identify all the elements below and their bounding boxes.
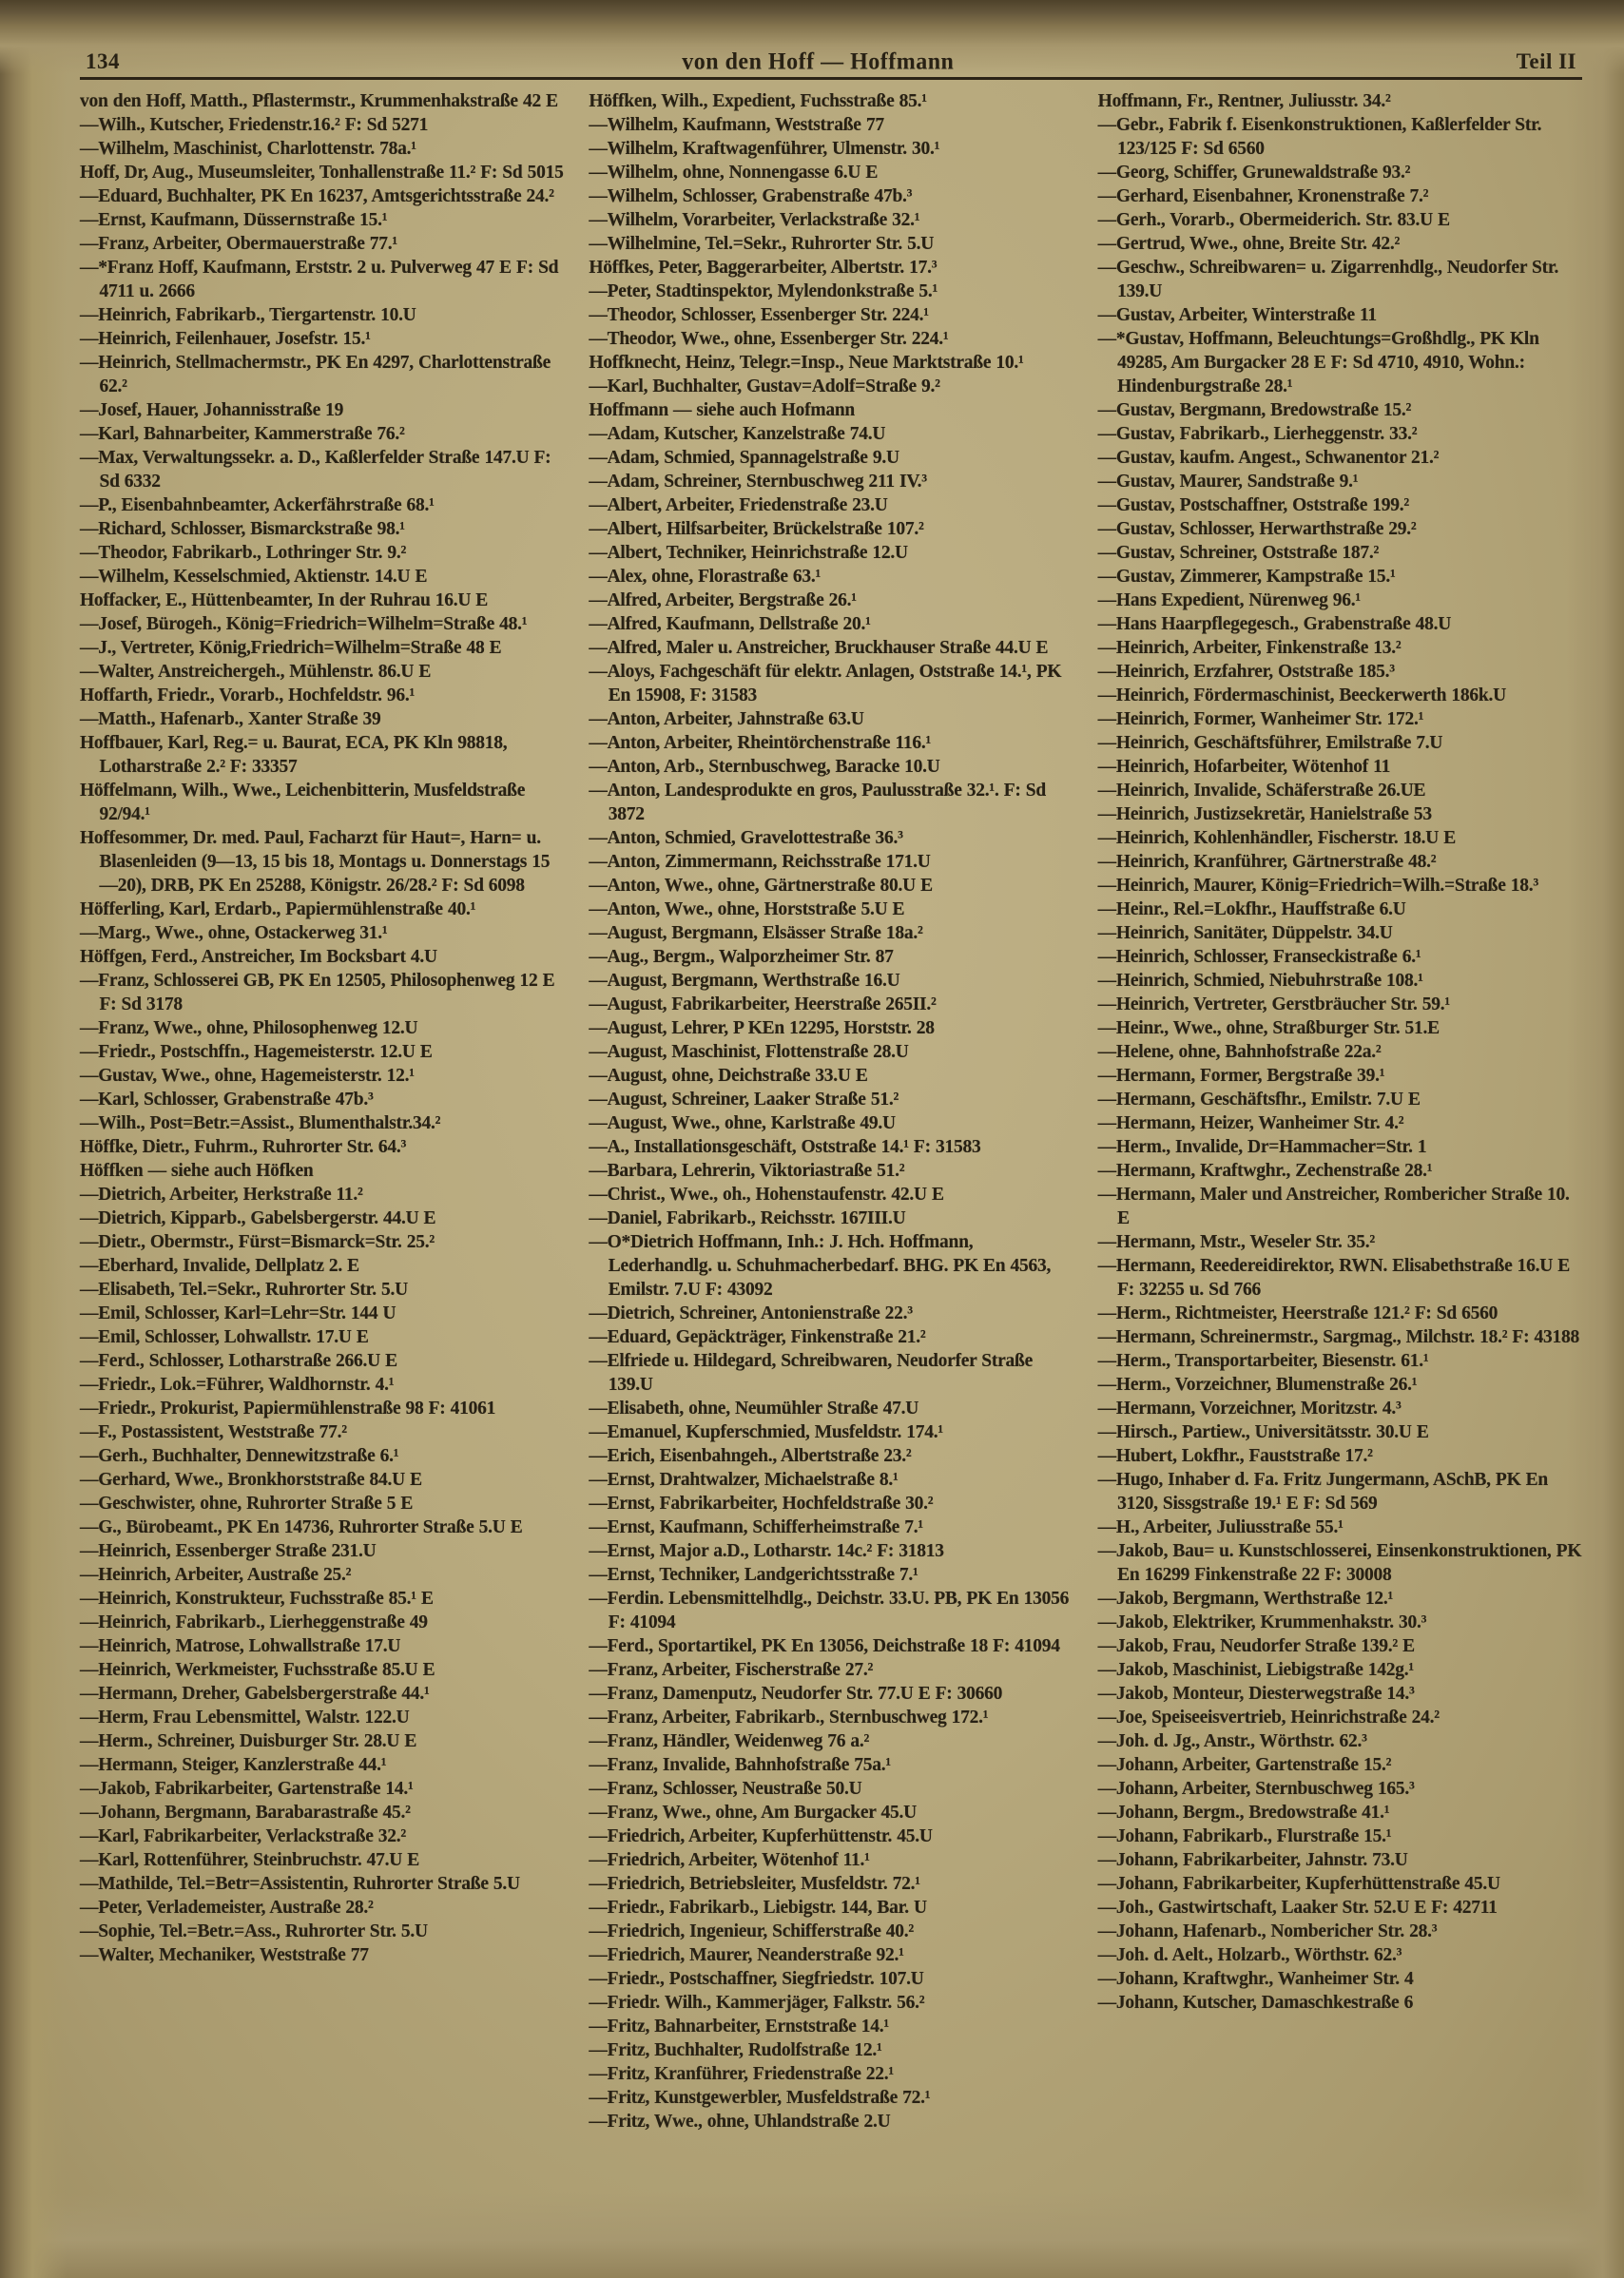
directory-entry: —Franz, Arbeiter, Fabrikarb., Sternbuschweg 172.¹	[589, 1708, 989, 1728]
directory-entry: —F., Postassistent, Weststraße 77.²	[80, 1422, 347, 1442]
directory-entry: —Anton, Zimmermann, Reichsstraße 171.U	[589, 852, 931, 872]
directory-entry: —Gustav, Maurer, Sandstraße 9.¹	[1097, 472, 1359, 492]
directory-entry: —Heinrich, Arbeiter, Austraße 25.²	[80, 1565, 352, 1585]
directory-columns	[80, 89, 1582, 2133]
directory-entry: —Hans Expedient, Nürenweg 96.¹	[1097, 590, 1361, 610]
directory-entry: —Johann, Fabrikarbeiter, Jahnstr. 73.U	[1097, 1850, 1408, 1870]
directory-entry: —Alfred, Arbeiter, Bergstraße 26.¹	[589, 590, 857, 610]
directory-entry: —Hermann, Maler und Anstreicher, Rombericher Straße 10. E	[1097, 1185, 1570, 1228]
directory-entry: Hoffacker, E., Hüttenbeamter, In der Ruhrau 16.U E	[80, 590, 489, 610]
directory-entry: —August, Lehrer, P KEn 12295, Horststr. 28	[589, 1018, 935, 1038]
directory-entry: —Friedrich, Maurer, Neanderstraße 92.¹	[589, 1945, 904, 1965]
directory-entry: —Friedr., Postschffn., Hagemeisterstr. 12.U E	[80, 1042, 433, 1062]
directory-entry: —Fritz, Bahnarbeiter, Ernststraße 14.¹	[589, 2017, 889, 2037]
directory-entry: —A., Installationsgeschäft, Oststraße 14.¹ F: 31583	[589, 1137, 981, 1157]
directory-entry: —Hermann, Heizer, Wanheimer Str. 4.²	[1097, 1113, 1404, 1133]
directory-entry: —Wilhelm, ohne, Nonnengasse 6.U E	[589, 163, 879, 183]
directory-entry: —Christ., Wwe., oh., Hohenstaufenstr. 42.U E	[589, 1185, 944, 1205]
directory-entry: —Heinrich, Geschäftsführer, Emilstraße 7.U	[1097, 733, 1443, 753]
directory-entry: Höffkes, Peter, Baggerarbeiter, Albertstr. 17.³	[589, 258, 938, 278]
directory-entry: Höffke, Dietr., Fuhrm., Ruhrorter Str. 64.³	[80, 1137, 407, 1157]
directory-entry: —Fritz, Buchhalter, Rudolfstraße 12.¹	[589, 2040, 882, 2060]
directory-entry: —Walter, Anstreichergeh., Mühlenstr. 86.U E	[80, 662, 432, 682]
directory-entry: —Friedrich, Arbeiter, Kupferhüttenstr. 45.U	[589, 1826, 933, 1846]
directory-entry: —Hermann, Former, Bergstraße 39.¹	[1097, 1066, 1385, 1086]
directory-entry: —Jakob, Bergmann, Werthstraße 12.¹	[1097, 1589, 1394, 1609]
directory-entry: —Dietrich, Schreiner, Antonienstraße 22.³	[589, 1303, 913, 1323]
directory-entry: —Emil, Schlosser, Lohwallstr. 17.U E	[80, 1327, 369, 1347]
directory-entry: —Heinrich, Sanitäter, Düppelstr. 34.U	[1097, 923, 1393, 943]
directory-entry: —Heinr., Rel.=Lokfhr., Hauffstraße 6.U	[1097, 899, 1406, 919]
directory-entry: —Franz, Arbeiter, Obermauerstraße 77.¹	[80, 234, 397, 254]
page-content	[80, 49, 1582, 2249]
column-3	[1098, 89, 1582, 2133]
directory-entry: —Franz, Schlosser, Neustraße 50.U	[589, 1779, 862, 1799]
directory-entry: —Eberhard, Invalide, Dellplatz 2. E	[80, 1256, 359, 1276]
directory-entry: —Eduard, Buchhalter, PK En 16237, Amtsgerichtsstraße 24.²	[80, 186, 554, 206]
directory-entry: —Wilhelm, Schlosser, Grabenstraße 47b.³	[589, 186, 913, 206]
directory-entry: —Franz, Händler, Weidenweg 76 a.²	[589, 1731, 870, 1751]
directory-entry: —Elisabeth, ohne, Neumühler Straße 47.U	[589, 1399, 919, 1419]
directory-entry: —Gerhard, Wwe., Bronkhorststraße 84.U E	[80, 1470, 422, 1490]
directory-entry: —Franz, Invalide, Bahnhofstraße 75a.¹	[589, 1755, 892, 1775]
directory-entry: —Anton, Arbeiter, Jahnstraße 63.U	[589, 709, 864, 729]
directory-entry: —Heinrich, Schmied, Niebuhrstraße 108.¹	[1097, 971, 1423, 991]
directory-entry: —Georg, Schiffer, Grunewaldstraße 93.²	[1097, 163, 1411, 183]
directory-entry: Hoffmann, Fr., Rentner, Juliusstr. 34.²	[1097, 91, 1391, 111]
directory-entry: —Fritz, Wwe., ohne, Uhlandstraße 2.U	[589, 2112, 891, 2132]
directory-entry: —Josef, Bürogeh., König=Friedrich=Wilhelm=Straße 48.¹	[80, 614, 528, 634]
directory-entry: —Richard, Schlosser, Bismarckstraße 98.¹	[80, 519, 405, 539]
directory-entry: —Hans Haarpflegegesch., Grabenstraße 48.U	[1097, 614, 1452, 634]
directory-entry: —Johann, Kutscher, Damaschkestraße 6	[1097, 1993, 1414, 2013]
directory-entry: —Dietrich, Kipparb., Gabelsbergerstr. 44.U E	[80, 1208, 436, 1228]
directory-entry: Höffken — siehe auch Höfken	[80, 1161, 314, 1181]
directory-entry: —Friedr., Fabrikarb., Liebigstr. 144, Bar. U	[589, 1898, 927, 1918]
directory-entry: —Heinrich, Erzfahrer, Oststraße 185.³	[1097, 662, 1395, 682]
directory-entry: —Ferd., Schlosser, Lotharstraße 266.U E	[80, 1351, 397, 1371]
directory-entry: —Ernst, Drahtwalzer, Michaelstraße 8.¹	[589, 1470, 899, 1490]
directory-entry: —Daniel, Fabrikarb., Reichsstr. 167III.U	[589, 1208, 906, 1228]
directory-entry: —Jakob, Elektriker, Krummenhakstr. 30.³	[1097, 1612, 1427, 1632]
directory-entry: —Alfred, Maler u. Anstreicher, Bruckhauser Straße 44.U E	[589, 638, 1049, 658]
directory-entry: —Fritz, Kranführer, Friedenstraße 22.¹	[589, 2064, 894, 2084]
directory-entry: —Anton, Landesprodukte en gros, Paulusstraße 32.¹. F: Sd 3872	[589, 781, 1046, 824]
directory-entry: —Theodor, Schlosser, Essenberger Str. 224.¹	[589, 305, 929, 325]
directory-entry: —Heinrich, Maurer, König=Friedrich=Wilh.=Straße 18.³	[1097, 876, 1539, 896]
directory-entry: —Heinrich, Schlosser, Franseckistraße 6.¹	[1097, 947, 1421, 967]
directory-entry: Höffken, Wilh., Expedient, Fuchsstraße 85.¹	[589, 91, 927, 111]
directory-entry: —Heinrich, Matrose, Lohwallstraße 17.U	[80, 1636, 401, 1656]
directory-entry: —August, Fabrikarbeiter, Heerstraße 265II.²	[589, 994, 937, 1014]
directory-entry: —Erich, Eisenbahngeh., Albertstraße 23.²	[589, 1446, 912, 1466]
directory-entry: —Elfriede u. Hildegard, Schreibwaren, Neudorfer Straße 139.U	[589, 1351, 1034, 1395]
directory-entry: —Johann, Arbeiter, Gartenstraße 15.²	[1097, 1755, 1392, 1775]
directory-entry: —Heinrich, Feilenhauer, Josefstr. 15.¹	[80, 329, 371, 349]
directory-entry: —Theodor, Wwe., ohne, Essenberger Str. 224.¹	[589, 329, 949, 349]
directory-entry: —Wilhelm, Maschinist, Charlottenstr. 78a.¹	[80, 139, 416, 159]
directory-entry: —Jakob, Frau, Neudorfer Straße 139.² E	[1097, 1636, 1415, 1656]
directory-entry: Hoff, Dr, Aug., Museumsleiter, Tonhallenstraße 11.² F: Sd 5015	[80, 163, 564, 183]
directory-entry: —Gustav, Postschaffner, Oststraße 199.²	[1097, 495, 1409, 515]
directory-entry: —Anton, Schmied, Gravelottestraße 36.³	[589, 828, 903, 848]
directory-entry: Hoffesommer, Dr. med. Paul, Facharzt für Haut=, Harn= u. Blasenleiden (9—13, 15 bis 18, Montags u. Donnerstags 15—20), DRB, PK En 25288, Königstr. 26/28.² F: Sd 6098	[80, 828, 551, 896]
directory-entry: —Friedr. Wilh., Kammerjäger, Falkstr. 56.²	[589, 1993, 925, 2013]
directory-entry: —Heinrich, Kohlenhändler, Fischerstr. 18.U E	[1097, 828, 1456, 848]
directory-entry: —Ferdin. Lebensmittelhdlg., Deichstr. 33.U. PB, PK En 13056 F: 41094	[589, 1589, 1070, 1632]
directory-entry: —Heinrich, Essenberger Straße 231.U	[80, 1541, 377, 1561]
directory-entry: —Anton, Arb., Sternbuschweg, Baracke 10.U	[589, 757, 940, 777]
directory-entry: —Franz, Schlosserei GB, PK En 12505, Philosophenweg 12 E F: Sd 3178	[80, 971, 555, 1014]
directory-entry: —Hugo, Inhaber d. Fa. Fritz Jungermann, ASchB, PK En 3120, Sissgstraße 19.¹ E F: Sd 569	[1097, 1470, 1548, 1514]
directory-entry: —Gustav, Wwe., ohne, Hagemeisterstr. 12.¹	[80, 1066, 415, 1086]
directory-entry: von den Hoff, Matth., Pflastermstr., Krummenhakstraße 42 E	[80, 91, 558, 111]
directory-entry: —Max, Verwaltungssekr. a. D., Kaßlerfelder Straße 147.U F: Sd 6332	[80, 448, 551, 492]
directory-entry: —Elisabeth, Tel.=Sekr., Ruhrorter Str. 5.U	[80, 1280, 408, 1300]
page-header	[80, 49, 1582, 80]
directory-entry: Höffgen, Ferd., Anstreicher, Im Bocksbart 4.U	[80, 947, 437, 967]
directory-entry: —Alex, ohne, Florastraße 63.¹	[589, 567, 822, 587]
directory-entry: —Franz, Damenputz, Neudorfer Str. 77.U E F: 30660	[589, 1684, 1003, 1704]
directory-entry: —Herm., Transportarbeiter, Biesenstr. 61.¹	[1097, 1351, 1429, 1371]
directory-entry: —Geschw., Schreibwaren= u. Zigarrenhdlg., Neudorfer Str. 139.U	[1097, 258, 1559, 301]
directory-entry: —Friedrich, Ingenieur, Schifferstraße 40.²	[589, 1921, 914, 1941]
directory-entry: —Barbara, Lehrerin, Viktoriastraße 51.²	[589, 1161, 905, 1181]
directory-entry: —Karl, Bahnarbeiter, Kammerstraße 76.²	[80, 424, 405, 444]
directory-entry: —Ernst, Kaufmann, Schifferheimstraße 7.¹	[589, 1517, 923, 1537]
directory-entry: —J., Vertreter, König,Friedrich=Wilhelm=Straße 48 E	[80, 638, 502, 658]
directory-entry: —Herm, Frau Lebensmittel, Walstr. 122.U	[80, 1708, 410, 1728]
directory-entry: —Gustav, kaufm. Angest., Schwanentor 21.²	[1097, 448, 1440, 468]
directory-entry: —Heinrich, Fabrikarb., Lierheggenstraße 49	[80, 1612, 428, 1632]
directory-entry: —Heinrich, Former, Wanheimer Str. 172.¹	[1097, 709, 1424, 729]
directory-entry: —Marg., Wwe., ohne, Ostackerweg 31.¹	[80, 923, 388, 943]
directory-entry: —Wilhelmine, Tel.=Sekr., Ruhrorter Str. 5.U	[589, 234, 935, 254]
directory-entry: —Joh. d. Jg., Anstr., Wörthstr. 62.³	[1097, 1731, 1367, 1751]
directory-entry: Hoffmann — siehe auch Hofmann	[589, 400, 856, 420]
directory-entry: —August, Schreiner, Laaker Straße 51.²	[589, 1090, 899, 1110]
directory-entry: —Johann, Fabrikarbeiter, Kupferhüttenstraße 45.U	[1097, 1874, 1500, 1894]
directory-entry: —Helene, ohne, Bahnhofstraße 22a.²	[1097, 1042, 1382, 1062]
directory-entry: —August, Bergmann, Werthstraße 16.U	[589, 971, 900, 991]
directory-entry: —Johann, Arbeiter, Sternbuschweg 165.³	[1097, 1779, 1415, 1799]
directory-entry: —Gustav, Fabrikarb., Lierheggenstr. 33.²	[1097, 424, 1418, 444]
directory-entry: —Fritz, Kunstgewerbler, Musfeldstraße 72.¹	[589, 2088, 931, 2108]
column-2	[589, 89, 1073, 2133]
directory-entry: —Karl, Buchhalter, Gustav=Adolf=Straße 9.²	[589, 376, 940, 396]
directory-entry: —Wilhelm, Kaufmann, Weststraße 77	[589, 115, 884, 135]
directory-entry: —Heinrich, Stellmachermstr., PK En 4297, Charlottenstraße 62.²	[80, 353, 551, 396]
directory-entry: —Hermann, Steiger, Kanzlerstraße 44.¹	[80, 1755, 387, 1775]
directory-entry: —Franz, Wwe., ohne, Philosophenweg 12.U	[80, 1018, 418, 1038]
directory-entry: —Johann, Bergm., Bredowstraße 41.¹	[1097, 1803, 1390, 1823]
directory-entry: —Ernst, Techniker, Landgerichtsstraße 7.¹	[589, 1565, 918, 1585]
directory-entry: —Friedr., Lok.=Führer, Waldhornstr. 4.¹	[80, 1375, 395, 1395]
directory-entry: —Sophie, Tel.=Betr.=Ass., Ruhrorter Str. 5.U	[80, 1921, 428, 1941]
directory-entry: —Ernst, Major a.D., Lotharstr. 14c.² F: 31813	[589, 1541, 944, 1561]
directory-entry: —August, ohne, Deichstraße 33.U E	[589, 1066, 868, 1086]
directory-entry: —August, Bergmann, Elsässer Straße 18a.²	[589, 923, 923, 943]
directory-entry: —Ernst, Kaufmann, Düssernstraße 15.¹	[80, 210, 388, 230]
directory-entry: —Gertrud, Wwe., ohne, Breite Str. 42.²	[1097, 234, 1401, 254]
directory-entry: —Joh., Gastwirtschaft, Laaker Str. 52.U E F: 42711	[1097, 1898, 1498, 1918]
directory-entry: Hoffbauer, Karl, Reg.= u. Baurat, ECA, PK Kln 98818, Lotharstraße 2.² F: 33357	[80, 733, 508, 777]
directory-entry: —P., Eisenbahnbeamter, Ackerfährstraße 68.¹	[80, 495, 435, 515]
directory-entry: —Matth., Hafenarb., Xanter Straße 39	[80, 709, 381, 729]
directory-entry: —Gebr., Fabrik f. Eisenkonstruktionen, Kaßlerfelder Str. 123/125 F: Sd 6560	[1097, 115, 1542, 159]
directory-entry: —August, Wwe., ohne, Karlstraße 49.U	[589, 1113, 896, 1133]
directory-entry: —Heinrich, Werkmeister, Fuchsstraße 85.U E	[80, 1660, 435, 1680]
page-title: von den Hoff — Hoffmann	[682, 48, 955, 75]
directory-entry: —Jakob, Bau= u. Kunstschlosserei, Einsenkonstruktionen, PK En 16299 Finkenstraße 22 F: 30008	[1097, 1541, 1582, 1585]
directory-entry: —August, Maschinist, Flottenstraße 28.U	[589, 1042, 909, 1062]
directory-entry: —Adam, Schmied, Spannagelstraße 9.U	[589, 448, 899, 468]
directory-entry: —Mathilde, Tel.=Betr=Assistentin, Ruhrorter Straße 5.U	[80, 1874, 520, 1894]
directory-entry: —G., Bürobeamt., PK En 14736, Ruhrorter Straße 5.U E	[80, 1517, 523, 1537]
directory-entry: —Friedrich, Betriebsleiter, Musfeldstr. 72.¹	[589, 1874, 920, 1894]
directory-entry: —Heinrich, Vertreter, Gerstbräucher Str. 59.¹	[1097, 994, 1450, 1014]
part-label: Teil II	[1516, 49, 1576, 73]
directory-entry: —Friedrich, Arbeiter, Wötenhof 11.¹	[589, 1850, 870, 1870]
directory-entry: —Heinrich, Arbeiter, Finkenstraße 13.²	[1097, 638, 1402, 658]
directory-entry: —Herm., Invalide, Dr=Hammacher=Str. 1	[1097, 1137, 1427, 1157]
directory-entry: —Albert, Arbeiter, Friedenstraße 23.U	[589, 495, 888, 515]
directory-entry: —Hermann, Kraftwghr., Zechenstraße 28.¹	[1097, 1161, 1433, 1181]
directory-entry: —Albert, Hilfsarbeiter, Brückelstraße 107.²	[589, 519, 924, 539]
directory-entry: —Josef, Hauer, Johannisstraße 19	[80, 400, 344, 420]
directory-entry: —Wilhelm, Kesselschmied, Aktienstr. 14.U E	[80, 567, 428, 587]
directory-entry: —Hermann, Vorzeichner, Moritzstr. 4.³	[1097, 1399, 1402, 1419]
directory-entry: —Anton, Wwe., ohne, Horststraße 5.U E	[589, 899, 905, 919]
directory-entry: —Jakob, Maschinist, Liebigstraße 142g.¹	[1097, 1660, 1415, 1680]
directory-entry: —Theodor, Fabrikarb., Lothringer Str. 9.²	[80, 543, 407, 563]
directory-entry: —*Gustav, Hoffmann, Beleuchtungs=Großhdlg., PK Kln 49285, Am Burgacker 28 E F: Sd 4710, 4910, Wohn.: Hindenburgstraße 28.¹	[1097, 329, 1539, 396]
directory-entry: —Walter, Mechaniker, Weststraße 77	[80, 1945, 369, 1965]
directory-entry: —Herm., Schreiner, Duisburger Str. 28.U E	[80, 1731, 417, 1751]
directory-entry: —Gerh., Vorarb., Obermeiderich. Str. 83.U E	[1097, 210, 1450, 230]
column-1	[80, 89, 564, 2133]
directory-entry: —Hermann, Dreher, Gabelsbergerstraße 44.¹	[80, 1684, 430, 1704]
directory-entry: —Heinrich, Fabrikarb., Tiergartenstr. 10.U	[80, 305, 416, 325]
directory-entry: —Peter, Verlademeister, Austraße 28.²	[80, 1898, 374, 1918]
directory-entry: —Aug., Bergm., Walporzheimer Str. 87	[589, 947, 894, 967]
directory-entry: Höfferling, Karl, Erdarb., Papiermühlenstraße 40.¹	[80, 899, 476, 919]
directory-entry: —Jakob, Fabrikarbeiter, Gartenstraße 14.¹	[80, 1779, 414, 1799]
directory-entry: —Aloys, Fachgeschäft für elektr. Anlagen, Oststraße 14.¹, PK En 15908, F: 31583	[589, 662, 1062, 705]
directory-entry: —Gustav, Bergmann, Bredowstraße 15.²	[1097, 400, 1412, 420]
directory-entry: —O*Dietrich Hoffmann, Inh.: J. Hch. Hoffmann, Lederhandlg. u. Schuhmacherbedarf. BHG. PK En 4563, Emilstr. 7.U F: 43092	[589, 1232, 1052, 1300]
directory-entry: —Heinrich, Fördermaschinist, Beeckerwerth 186k.U	[1097, 685, 1506, 705]
directory-entry: —Karl, Fabrikarbeiter, Verlackstraße 32.²	[80, 1826, 407, 1846]
page-number: 134	[86, 49, 120, 73]
directory-entry: —Johann, Kraftwghr., Wanheimer Str. 4	[1097, 1969, 1414, 1989]
directory-entry: —Johann, Fabrikarb., Flurstraße 15.¹	[1097, 1826, 1392, 1846]
directory-entry: Hoffknecht, Heinz, Telegr.=Insp., Neue Marktstraße 10.¹	[589, 353, 1024, 373]
directory-entry: —Adam, Schreiner, Sternbuschweg 211 IV.³	[589, 472, 927, 492]
directory-entry: —Anton, Arbeiter, Rheintörchenstraße 116.¹	[589, 733, 932, 753]
directory-entry: —Heinr., Wwe., ohne, Straßburger Str. 51.E	[1097, 1018, 1440, 1038]
directory-entry: —Herm., Richtmeister, Heerstraße 121.² F: Sd 6560	[1097, 1303, 1498, 1323]
directory-entry: —Hermann, Geschäftsfhr., Emilstr. 7.U E	[1097, 1090, 1421, 1110]
directory-entry: —Emil, Schlosser, Karl=Lehr=Str. 144 U	[80, 1303, 396, 1323]
directory-entry: Hoffarth, Friedr., Vorarb., Hochfeldstr. 96.¹	[80, 685, 416, 705]
directory-entry: —Gustav, Arbeiter, Winterstraße 11	[1097, 305, 1377, 325]
directory-entry: —Wilh., Post=Betr.=Assist., Blumenthalstr.34.²	[80, 1113, 441, 1133]
directory-entry: —Heinrich, Justizsekretär, Hanielstraße 53	[1097, 804, 1432, 824]
directory-entry: —Heinrich, Kranführer, Gärtnerstraße 48.²	[1097, 852, 1437, 872]
directory-entry: —Wilh., Kutscher, Friedenstr.16.² F: Sd 5271	[80, 115, 429, 135]
directory-entry: —Gustav, Schreiner, Oststraße 187.²	[1097, 543, 1380, 563]
directory-entry: —Heinrich, Konstrukteur, Fuchsstraße 85.¹ E	[80, 1589, 434, 1609]
directory-entry: —Joe, Speiseeisvertrieb, Heinrichstraße 24.²	[1097, 1708, 1440, 1728]
directory-entry: —Emanuel, Kupferschmied, Musfeldstr. 174.¹	[589, 1422, 943, 1442]
directory-entry: —Gustav, Zimmerer, Kampstraße 15.¹	[1097, 567, 1396, 587]
directory-entry: —Dietr., Obermstr., Fürst=Bismarck=Str. 25.²	[80, 1232, 435, 1252]
directory-entry: —Alfred, Kaufmann, Dellstraße 20.¹	[589, 614, 871, 634]
directory-entry: —Franz, Arbeiter, Fischerstraße 27.²	[589, 1660, 874, 1680]
directory-entry: —Dietrich, Arbeiter, Herkstraße 11.²	[80, 1185, 363, 1205]
directory-entry: —Herm., Vorzeichner, Blumenstraße 26.¹	[1097, 1375, 1418, 1395]
directory-entry: —Heinrich, Invalide, Schäferstraße 26.UE	[1097, 781, 1426, 801]
directory-entry: —Karl, Schlosser, Grabenstraße 47b.³	[80, 1090, 374, 1110]
directory-entry: —Albert, Techniker, Heinrichstraße 12.U	[589, 543, 908, 563]
directory-entry: —H., Arbeiter, Juliusstraße 55.¹	[1097, 1517, 1344, 1537]
directory-entry: —Joh. d. Aelt., Holzarb., Wörthstr. 62.³	[1097, 1945, 1402, 1965]
directory-entry: —Ferd., Sportartikel, PK En 13056, Deichstraße 18 F: 41094	[589, 1636, 1060, 1656]
directory-entry: —Hermann, Schreinermstr., Sargmag., Milchstr. 18.² F: 43188	[1097, 1327, 1579, 1347]
directory-entry: —Friedr., Postschaffner, Siegfriedstr. 107.U	[589, 1969, 924, 1989]
directory-entry: —Hubert, Lokfhr., Fauststraße 17.²	[1097, 1446, 1373, 1466]
directory-entry: —*Franz Hoff, Kaufmann, Erststr. 2 u. Pulverweg 47 E F: Sd 4711 u. 2666	[80, 258, 559, 301]
directory-entry: —Gerh., Buchhalter, Dennewitzstraße 6.¹	[80, 1446, 399, 1466]
directory-entry: —Jakob, Monteur, Diesterwegstraße 14.³	[1097, 1684, 1415, 1704]
directory-entry: —Gustav, Schlosser, Herwarthstraße 29.²	[1097, 519, 1417, 539]
directory-entry: —Anton, Wwe., ohne, Gärtnerstraße 80.U E	[589, 876, 933, 896]
directory-entry: —Geschwister, ohne, Ruhrorter Straße 5 E	[80, 1494, 414, 1514]
directory-entry: —Karl, Rottenführer, Steinbruchstr. 47.U E	[80, 1850, 419, 1870]
directory-entry: —Wilhelm, Kraftwagenführer, Ulmenstr. 30.¹	[589, 139, 940, 159]
directory-entry: —Eduard, Gepäckträger, Finkenstraße 21.²	[589, 1327, 926, 1347]
directory-entry: —Wilhelm, Vorarbeiter, Verlackstraße 32.¹	[589, 210, 920, 230]
directory-entry: —Johann, Hafenarb., Nombericher Str. 28.³	[1097, 1921, 1438, 1941]
directory-entry: —Hermann, Reedereidirektor, RWN. Elisabethstraße 16.U E F: 32255 u. Sd 766	[1097, 1256, 1570, 1300]
directory-entry: —Peter, Stadtinspektor, Mylendonkstraße 5.¹	[589, 281, 938, 301]
directory-entry: —Hermann, Mstr., Weseler Str. 35.²	[1097, 1232, 1375, 1252]
directory-entry: —Ernst, Fabrikarbeiter, Hochfeldstraße 30.²	[589, 1494, 934, 1514]
directory-entry: —Gerhard, Eisenbahner, Kronenstraße 7.²	[1097, 186, 1429, 206]
directory-entry: Höffelmann, Wilh., Wwe., Leichenbitterin, Musfeldstraße 92/94.¹	[80, 781, 526, 824]
directory-entry: —Franz, Wwe., ohne, Am Burgacker 45.U	[589, 1803, 917, 1823]
directory-entry: —Friedr., Prokurist, Papiermühlenstraße 98 F: 41061	[80, 1399, 496, 1419]
directory-entry: —Adam, Kutscher, Kanzelstraße 74.U	[589, 424, 886, 444]
directory-entry: —Heinrich, Hofarbeiter, Wötenhof 11	[1097, 757, 1391, 777]
directory-entry: —Hirsch., Partiew., Universitätsstr. 30.U E	[1097, 1422, 1429, 1442]
directory-entry: —Johann, Bergmann, Barabarastraße 45.²	[80, 1803, 411, 1823]
